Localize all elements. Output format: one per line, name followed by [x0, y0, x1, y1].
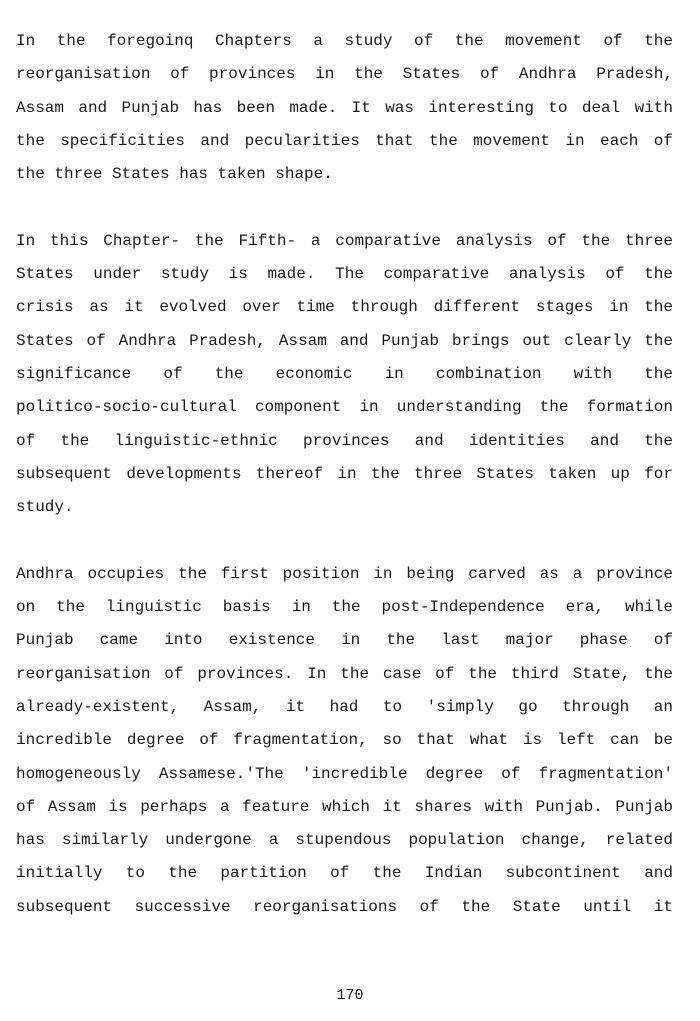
text-line: of the linguistic-ethnic provinces and identities and the: [16, 431, 673, 450]
text-line: States of Andhra Pradesh, Assam and Punjab brings out clearly the: [16, 331, 673, 350]
paragraph: [16, 25, 673, 191]
text-line: subsequent developments thereof in the three States taken up for: [16, 464, 673, 483]
text-line: reorganisation of provinces in the States of Andhra Pradesh,: [16, 65, 673, 84]
text-line: In the foregoinq Chapters a study of the movement of the: [16, 32, 673, 50]
text-line: Punjab came into existence in the last major phase of: [16, 631, 673, 650]
text-line: significance of the economic in combination with the: [16, 364, 673, 383]
text-line: has similarly undergone a stupendous population change, related: [16, 831, 673, 850]
text-line: subsequent successive reorganisations of the State until it: [16, 897, 673, 916]
paragraph: [16, 558, 673, 924]
text-line: on the linguistic basis in the post-Independence era, while: [16, 598, 673, 617]
document-body: [16, 25, 673, 957]
text-line: In this Chapter- the Fifth- a comparative analysis of the three: [16, 231, 673, 250]
text-line: the specificities and pecularities that the movement in each of: [16, 131, 673, 150]
text-line: Andhra occupies the first position in being carved as a province: [16, 564, 673, 583]
text-line: study.: [16, 498, 74, 517]
text-line: the three States has taken shape.: [16, 165, 333, 184]
text-line: homogeneously Assamese.'The 'incredible degree of fragmentation': [16, 764, 673, 783]
text-line: of Assam is perhaps a feature which it shares with Punjab. Punjab: [16, 797, 673, 816]
text-line: crisis as it evolved over time through different stages in the: [16, 298, 673, 317]
text-line: already-existent, Assam, it had to 'simply go through an: [16, 697, 673, 716]
text-line: politico-socio-cultural component in understanding the formation: [16, 398, 673, 417]
text-line: reorganisation of provinces. In the case of the third State, the: [16, 664, 673, 683]
text-line: Assam and Punjab has been made. It was interesting to deal with: [16, 98, 673, 117]
text-line: States under study is made. The comparative analysis of the: [16, 265, 673, 284]
page-number: 170: [336, 987, 364, 1004]
text-line: incredible degree of fragmentation, so that what is left can be: [16, 731, 673, 750]
text-line: initially to the partition of the Indian subcontinent and: [16, 864, 673, 883]
paragraph: [16, 225, 673, 525]
